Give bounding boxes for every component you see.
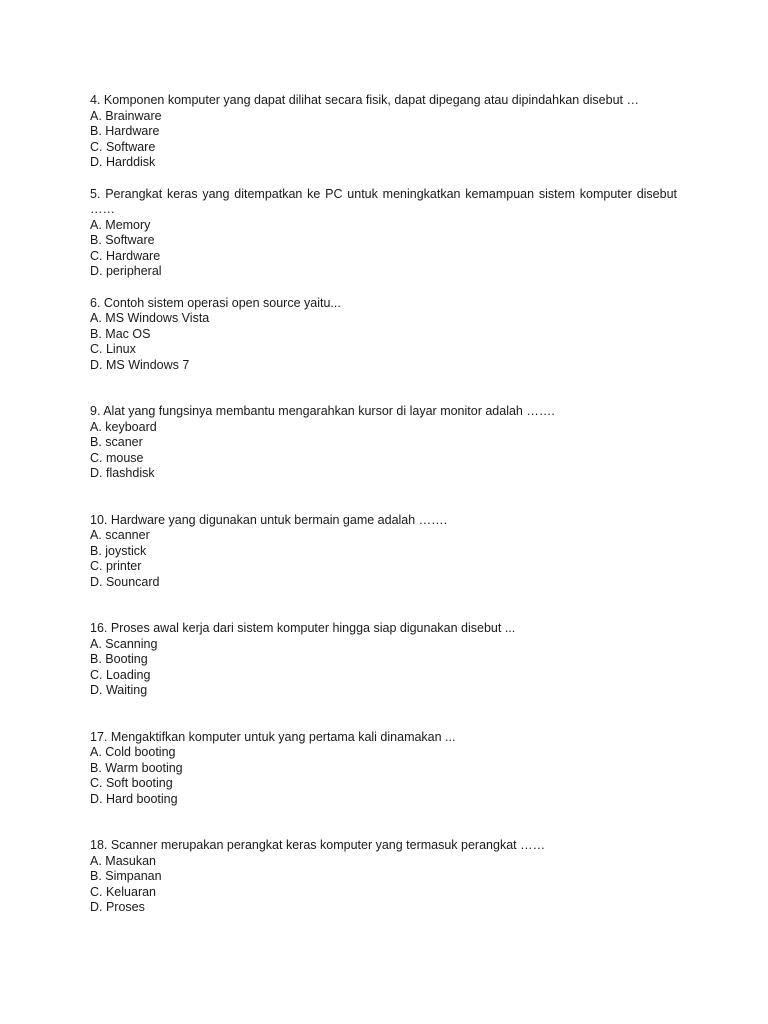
spacer bbox=[90, 373, 677, 404]
question-text: 10. Hardware yang digunakan untuk bermain game adalah ……. bbox=[90, 512, 448, 527]
option-a: A. Cold booting bbox=[90, 745, 176, 759]
option-b: B. Mac OS bbox=[90, 326, 151, 341]
spacer bbox=[90, 482, 677, 513]
option-a: A. Brainware bbox=[90, 108, 162, 123]
spacer bbox=[90, 807, 677, 838]
document-page bbox=[90, 93, 677, 916]
option-c: C. Keluaran bbox=[90, 884, 157, 899]
option-a: A. Masukan bbox=[90, 853, 157, 868]
option-b: B. Booting bbox=[90, 652, 148, 666]
spacer bbox=[90, 280, 677, 296]
question-17 bbox=[90, 730, 677, 808]
option-c: C. mouse bbox=[90, 450, 144, 465]
question-text: 18. Scanner merupakan perangkat keras komputer yang termasuk perangkat …… bbox=[90, 838, 546, 852]
option-d: D. Waiting bbox=[90, 683, 148, 697]
option-b: B. Software bbox=[90, 233, 155, 247]
question-10 bbox=[90, 513, 677, 591]
option-c: C. Loading bbox=[90, 667, 151, 682]
option-d: D. MS Windows 7 bbox=[90, 357, 190, 372]
question-text: 4. Komponen komputer yang dapat dilihat secara fisik, dapat dipegang atau dipindahkan disebut … bbox=[90, 93, 639, 107]
question-text: 17. Mengaktifkan komputer untuk yang pertama kali dinamakan ... bbox=[90, 729, 456, 744]
option-c: C. Hardware bbox=[90, 248, 161, 263]
question-5 bbox=[90, 187, 677, 280]
option-c: C. Linux bbox=[90, 342, 136, 356]
option-b: B. joystick bbox=[90, 543, 147, 558]
spacer bbox=[90, 171, 677, 187]
spacer bbox=[90, 590, 677, 621]
question-4 bbox=[90, 93, 677, 171]
option-d: D. peripheral bbox=[90, 264, 162, 278]
option-d: D. Harddisk bbox=[90, 155, 156, 169]
option-c: C. Soft booting bbox=[90, 776, 173, 790]
option-a: A. Memory bbox=[90, 217, 151, 232]
option-b: B. Warm booting bbox=[90, 760, 183, 775]
option-d: D. Proses bbox=[90, 900, 145, 914]
option-d: D. flashdisk bbox=[90, 466, 155, 480]
question-text: 6. Contoh sistem operasi open source yaitu... bbox=[90, 295, 341, 310]
question-text: 9. Alat yang fungsinya membantu mengarahkan kursor di layar monitor adalah ……. bbox=[90, 404, 555, 418]
option-b: B. Hardware bbox=[90, 124, 160, 138]
question-18 bbox=[90, 838, 677, 916]
option-b: B. scaner bbox=[90, 435, 143, 449]
question-16 bbox=[90, 621, 677, 699]
question-9 bbox=[90, 404, 677, 482]
option-d: D. Hard booting bbox=[90, 791, 178, 806]
option-a: A. Scanning bbox=[90, 636, 158, 651]
option-c: C. printer bbox=[90, 559, 142, 573]
spacer bbox=[90, 699, 677, 730]
option-b: B. Simpanan bbox=[90, 869, 162, 883]
option-a: A. scanner bbox=[90, 528, 150, 542]
option-a: A. MS Windows Vista bbox=[90, 311, 210, 325]
option-d: D. Souncard bbox=[90, 574, 160, 589]
question-text: 16. Proses awal kerja dari sistem komputer hingga siap digunakan disebut ... bbox=[90, 621, 516, 635]
option-a: A. keyboard bbox=[90, 419, 157, 434]
option-c: C. Software bbox=[90, 139, 156, 154]
question-text: 5. Perangkat keras yang ditempatkan ke PC untuk meningkatkan kemampuan sistem komputer disebut …… bbox=[90, 186, 677, 216]
question-6 bbox=[90, 296, 677, 374]
